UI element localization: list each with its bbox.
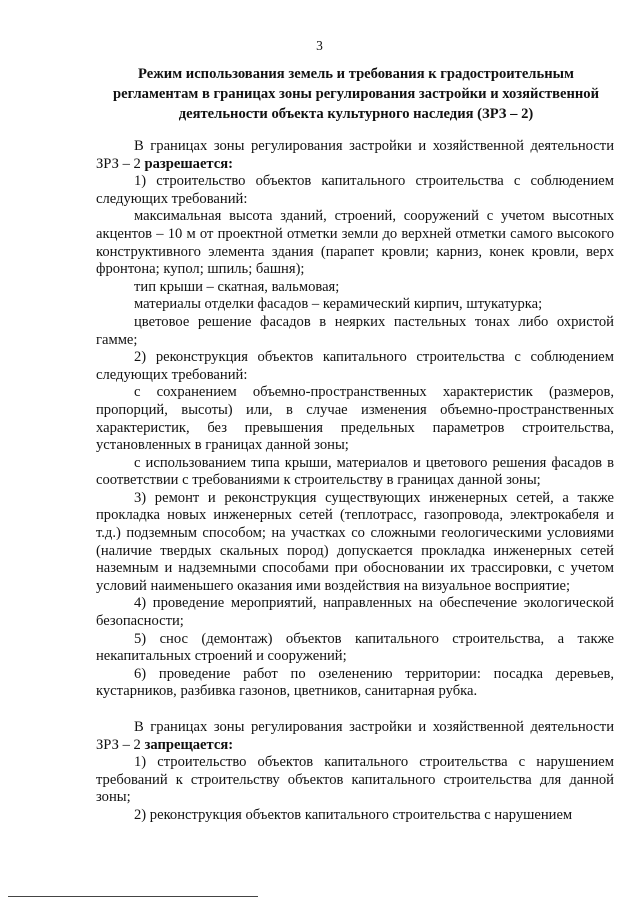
document-body	[96, 138, 614, 825]
permitted-item: 5) снос (демонтаж) объектов капитального строительства, а также некапитальных строений и сооружений;	[96, 630, 614, 665]
permitted-item: 6) проведение работ по озеленению территории: посадка деревьев, кустарников, разбивка газонов, цветников, санитарная рубка.	[96, 665, 614, 700]
permitted-item: 2) реконструкция объектов капитального строительства с соблюдением следующих требований:	[96, 349, 614, 383]
prohibited-keyword: запрещается:	[144, 736, 234, 753]
prohibited-intro-text: В границах зоны регулирования застройки и хозяйственной деятельности ЗРЗ – 2	[96, 719, 614, 753]
permitted-item: тип крыши – скатная, вальмовая;	[134, 278, 340, 295]
permitted-item: 4) проведение мероприятий, направленных на обеспечение экологической безопасности;	[96, 595, 614, 630]
document-title: Режим использования земель и требования к градостроительным регламентам в границах зоны регулирования застройки и хозяйственной деятельности объекта культурного наследия (ЗРЗ – 2)	[113, 66, 599, 122]
permitted-intro	[96, 138, 614, 173]
permitted-item: 1) строительство объектов капитального строительства с соблюдением следующих требований:	[96, 173, 614, 207]
permitted-item: материалы отделки фасадов – керамический кирпич, штукатурка;	[134, 296, 543, 313]
permitted-item: цветовое решение фасадов в неярких пастельных тонах либо охристой гамме;	[96, 313, 614, 348]
footer-divider	[8, 896, 258, 897]
prohibited-item: 1) строительство объектов капитального строительства с нарушением требований к строительству объектов капитального строительства для данной зоны;	[96, 754, 614, 806]
permitted-intro-text: В границах зоны регулирования застройки и хозяйственной деятельности ЗРЗ – 2	[96, 138, 614, 172]
permitted-item: максимальная высота зданий, строений, сооружений с учетом высотных акцентов – 10 м от проектной отметки земли до верхней отметки самого высокого конструктивного элемента здания (парапет кровли; карниз, конек кровли, верх фронтона; купол; шпиль; башня);	[96, 208, 614, 278]
page-number: 3	[316, 38, 323, 53]
prohibited-intro	[96, 719, 614, 754]
permitted-item: 3) ремонт и реконструкция существующих инженерных сетей, а также прокладка новых инженерных сетей (теплотрасс, газопровода, электрокабеля и т.д.) подземным способом; на участках со сложными геологическими условиями (наличие твердых скальных пород) допускается прокладка инженерных сетей наземным и надземными способами при обосновании их трассировки, с учетом условий наименьшего оказания ими воздействия на визуальное восприятие;	[96, 489, 614, 594]
prohibited-item: 2) реконструкция объектов капитального строительства с нарушением	[134, 806, 573, 823]
permitted-item: с сохранением объемно-пространственных характеристик (размеров, пропорций, высоты) или, в случае изменения объемно-пространственных характеристик, без превышения предельных параметров строительства, установленных в границах данной зоны;	[96, 384, 614, 454]
permitted-item: с использованием типа крыши, материалов и цветового решения фасадов в соответствии с требованиями к строительству в границах данной зоны;	[96, 454, 614, 489]
permitted-keyword: разрешается:	[144, 155, 234, 172]
